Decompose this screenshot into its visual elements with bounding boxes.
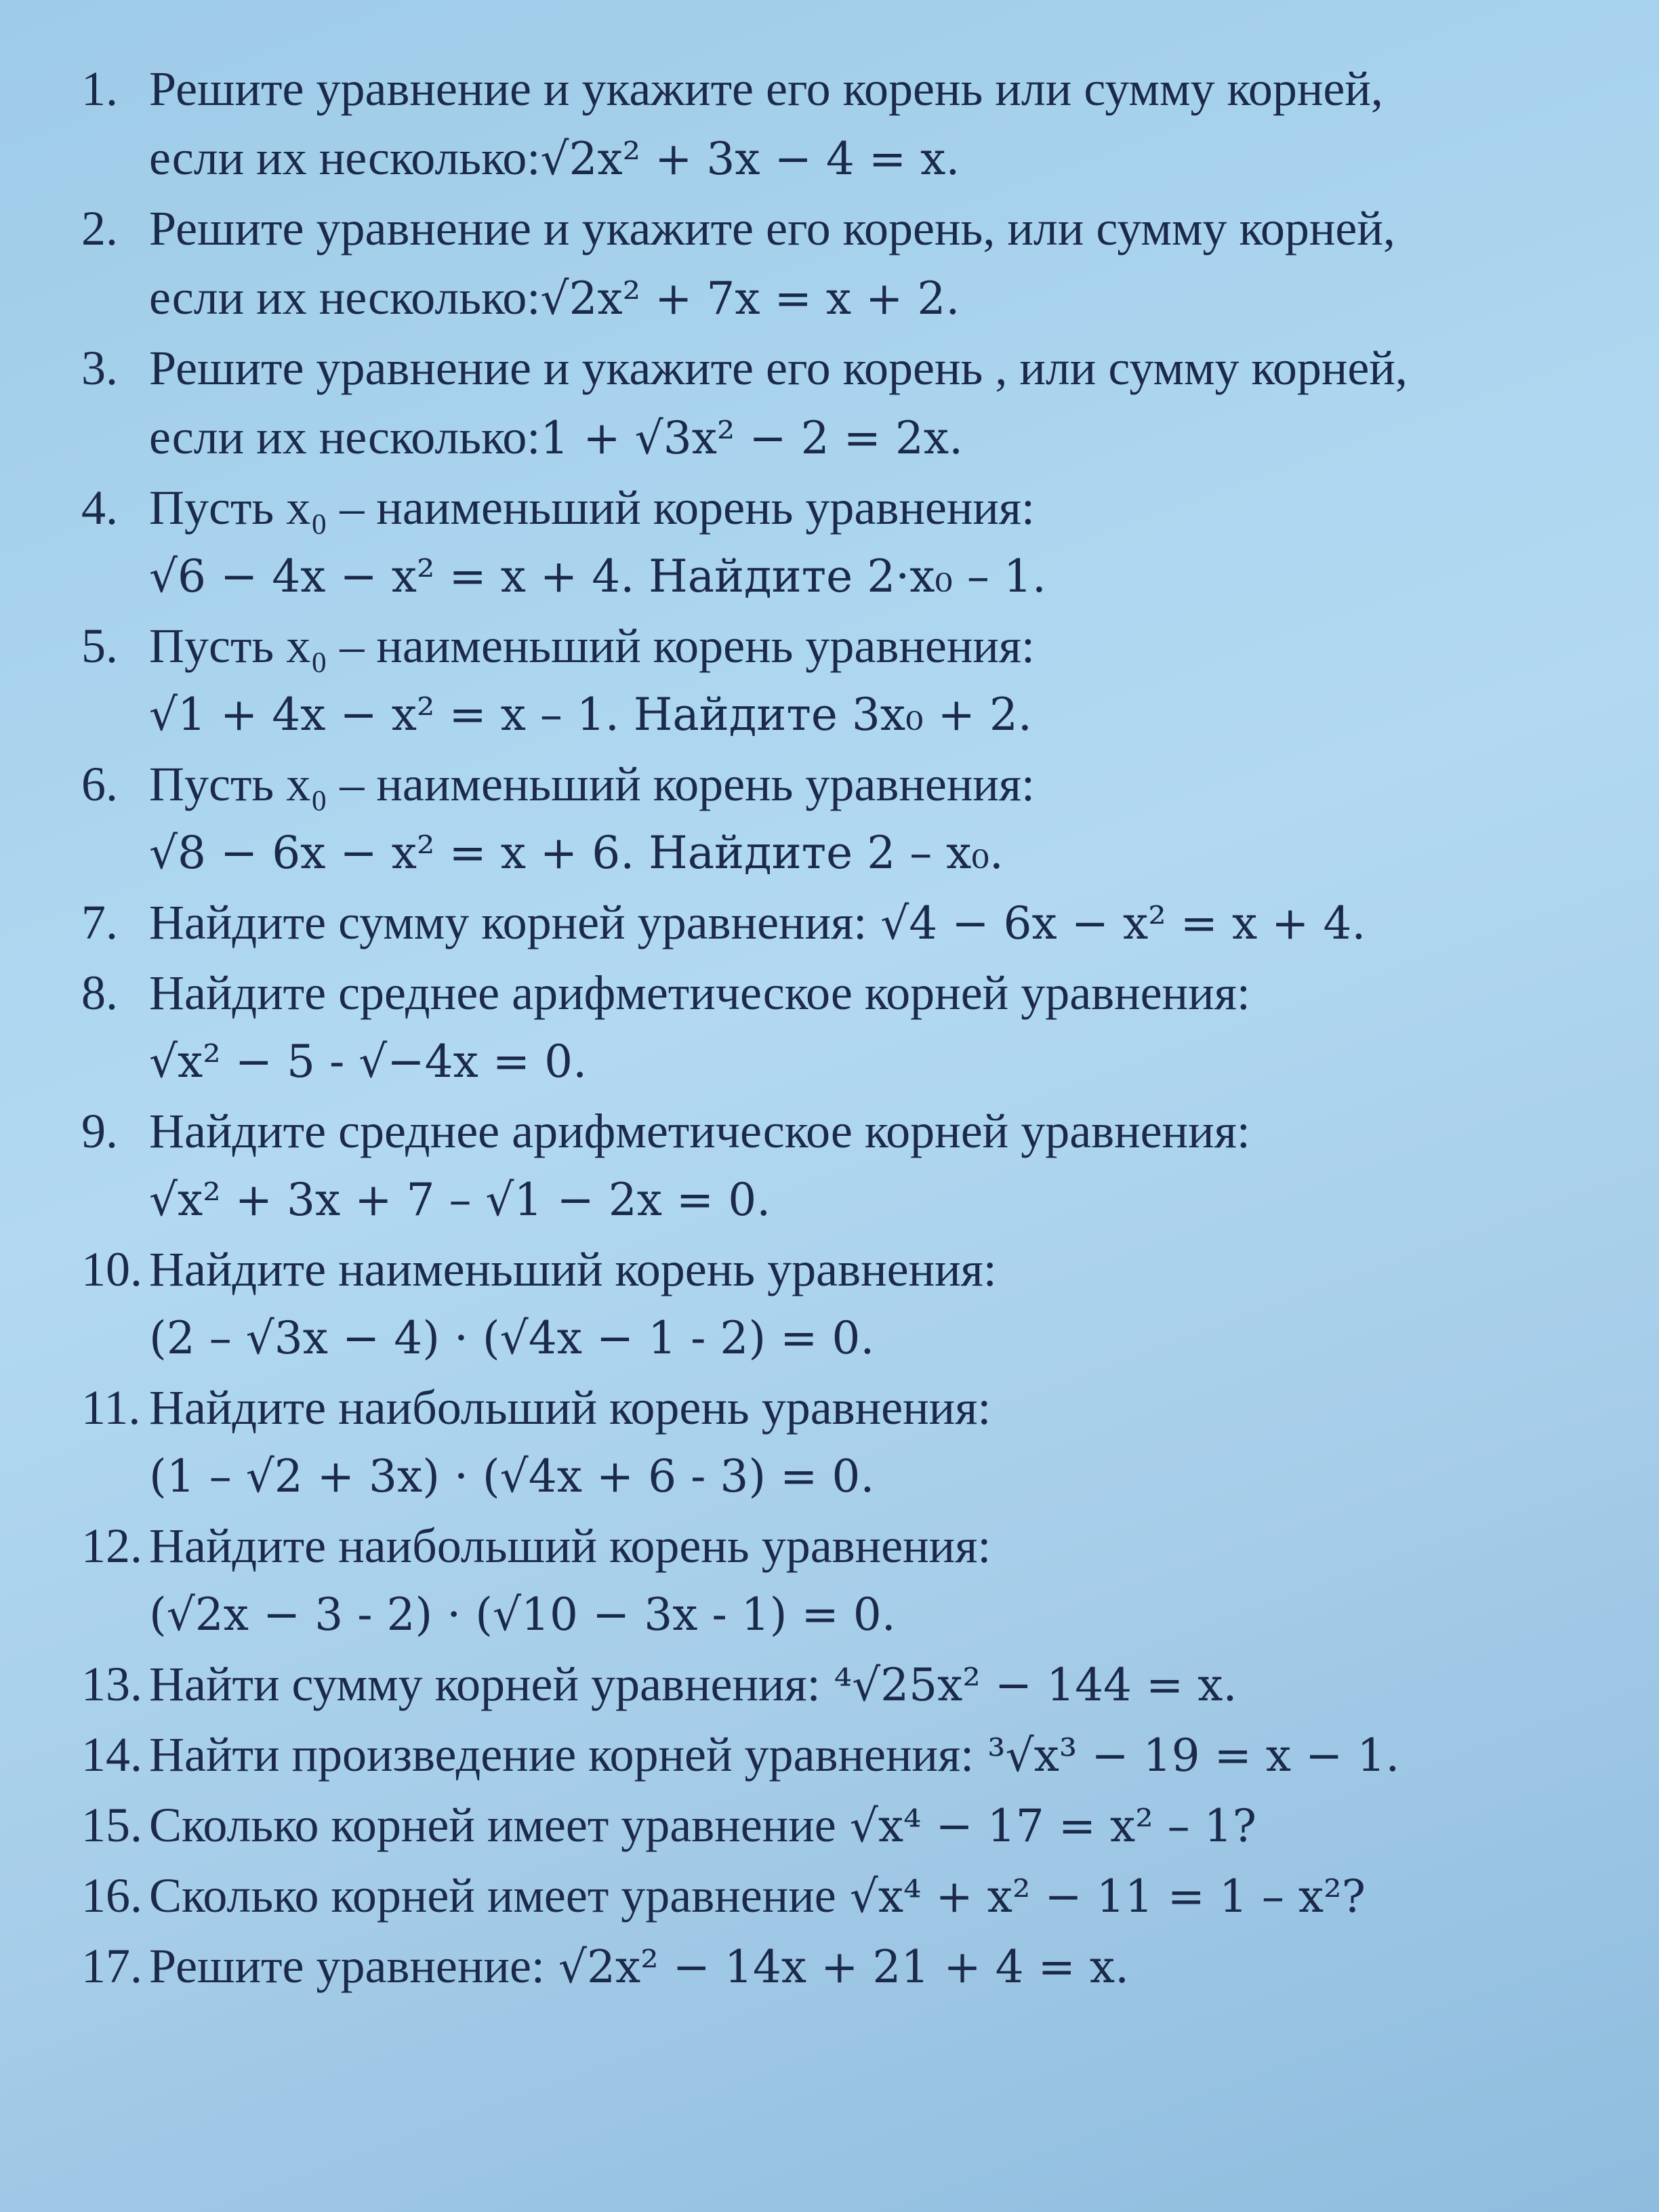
problem-number: 14. <box>81 1727 142 1782</box>
equation: √2x² + 7x = x + 2. <box>540 272 960 325</box>
problem-line <box>81 750 1613 819</box>
problem-number: 9. <box>81 1104 118 1158</box>
equation: (2 – √3x − 4) · (√4x − 1 - 2) = 0. <box>149 1312 875 1364</box>
problem-number: 10. <box>81 1242 142 1296</box>
problem-text: Найти сумму корней уравнения: <box>149 1657 821 1711</box>
problem-number: 5. <box>81 619 118 673</box>
problem-text-continued: если их несколько: <box>149 410 541 464</box>
problem-8 <box>81 958 1613 1097</box>
problem-16 <box>81 1861 1613 1931</box>
problem-line <box>81 123 1613 194</box>
problem-number: 12. <box>81 1519 142 1573</box>
equation: ³√x³ − 19 = x − 1. <box>987 1729 1400 1782</box>
equation: √6 − 4x − x² = x + 4. Найдите 2·x₀ – 1. <box>149 550 1046 602</box>
equation: √8 − 6x − x² = x + 6. Найдите 2 – x₀. <box>149 827 1004 879</box>
equation: √2x² + 3x − 4 = x. <box>540 133 960 185</box>
problem-line <box>81 473 1613 542</box>
equation: √4 − 6x − x² = x + 4. <box>880 897 1366 949</box>
problem-text: Найдите среднее арифметическое корней уравнения: <box>149 1104 1250 1158</box>
problem-number: 7. <box>81 895 118 949</box>
problem-line <box>81 1790 1613 1861</box>
problem-text: Найдите сумму корней уравнения: <box>149 895 867 949</box>
problem-4 <box>81 473 1613 611</box>
problem-13 <box>81 1650 1613 1720</box>
problem-6 <box>81 750 1613 888</box>
problem-text: Решите уравнение: <box>149 1939 545 1993</box>
problem-line <box>81 194 1613 263</box>
problem-7 <box>81 888 1613 958</box>
problem-text: Пусть x₀ – наименьший корень уравнения: <box>149 480 1036 535</box>
problem-line <box>81 958 1613 1027</box>
problem-9 <box>81 1097 1613 1235</box>
equation: ⁴√25x² − 144 = x. <box>834 1659 1237 1711</box>
problem-line <box>81 1235 1613 1304</box>
problem-number: 13. <box>81 1657 142 1711</box>
problem-line <box>81 403 1613 473</box>
problem-line <box>81 1580 1613 1650</box>
problem-14 <box>81 1720 1613 1790</box>
problem-line <box>81 1650 1613 1720</box>
problem-text: Пусть x₀ – наименьший корень уравнения: <box>149 757 1036 811</box>
problem-number: 11. <box>81 1380 141 1435</box>
problem-text: Решите уравнение и укажите его корень , или сумму корней, <box>149 341 1408 395</box>
problem-number: 4. <box>81 480 118 535</box>
problem-5 <box>81 611 1613 750</box>
problem-text: Пусть x₀ – наименьший корень уравнения: <box>149 619 1036 673</box>
problem-line <box>81 54 1613 123</box>
problem-text: Найдите наибольший корень уравнения: <box>149 1519 991 1573</box>
problem-line <box>81 1720 1613 1790</box>
problem-line <box>81 1931 1613 2002</box>
problem-text-continued: если их несколько: <box>149 270 541 325</box>
problem-2 <box>81 194 1613 333</box>
problem-number: 3. <box>81 341 118 395</box>
problem-12 <box>81 1511 1613 1650</box>
problem-line <box>81 1861 1613 1931</box>
problem-line <box>81 1166 1613 1235</box>
problem-number: 2. <box>81 201 118 255</box>
problem-line <box>81 1373 1613 1442</box>
problem-line <box>81 333 1613 403</box>
equation: √x⁴ + x² − 11 = 1 – x²? <box>849 1870 1366 1923</box>
problem-15 <box>81 1790 1613 1861</box>
problem-10 <box>81 1235 1613 1373</box>
problem-text: Найдите среднее арифметическое корней уравнения: <box>149 966 1250 1020</box>
problem-line <box>81 819 1613 888</box>
equation: 1 + √3x² − 2 = 2x. <box>540 412 964 464</box>
problem-line <box>81 1442 1613 1511</box>
problem-number: 6. <box>81 757 118 811</box>
equation: √x⁴ − 17 = x² – 1? <box>849 1800 1257 1852</box>
problem-text: Найдите наименьший корень уравнения: <box>149 1242 997 1296</box>
equation: √x² − 5 - √−4x = 0. <box>149 1036 588 1088</box>
problem-line <box>81 1511 1613 1580</box>
problem-line <box>81 888 1613 958</box>
problem-number: 17. <box>81 1939 142 1993</box>
equation: √x² + 3x + 7 – √1 − 2x = 0. <box>149 1174 771 1226</box>
problem-text-continued: если их несколько: <box>149 131 541 185</box>
problem-text: Найдите наибольший корень уравнения: <box>149 1380 991 1435</box>
problem-line <box>81 542 1613 611</box>
equation: (√2x − 3 - 2) · (√10 − 3x - 1) = 0. <box>149 1589 896 1641</box>
problem-line <box>81 1304 1613 1373</box>
problem-number: 1. <box>81 62 118 116</box>
equation: √2x² − 14x + 21 + 4 = x. <box>558 1941 1130 1993</box>
problem-line <box>81 1027 1613 1097</box>
problem-line <box>81 263 1613 333</box>
problem-list <box>81 54 1613 2002</box>
equation: (1 – √2 + 3x) · (√4x + 6 - 3) = 0. <box>149 1450 875 1502</box>
problem-number: 15. <box>81 1798 142 1852</box>
problem-text: Решите уравнение и укажите его корень или сумму корней, <box>149 62 1383 116</box>
problem-11 <box>81 1373 1613 1511</box>
problem-text: Решите уравнение и укажите его корень, или сумму корней, <box>149 201 1395 255</box>
problem-text: Сколько корней имеет уравнение <box>149 1798 836 1852</box>
problem-line <box>81 1097 1613 1166</box>
problem-17 <box>81 1931 1613 2002</box>
problem-3 <box>81 333 1613 473</box>
problem-1 <box>81 54 1613 194</box>
problem-number: 16. <box>81 1868 142 1923</box>
problem-text: Сколько корней имеет уравнение <box>149 1868 836 1923</box>
problem-line <box>81 611 1613 680</box>
problem-line <box>81 680 1613 750</box>
equation: √1 + 4x − x² = x – 1. Найдите 3x₀ + 2. <box>149 689 1032 741</box>
problem-number: 8. <box>81 966 118 1020</box>
problem-text: Найти произведение корней уравнения: <box>149 1727 975 1782</box>
